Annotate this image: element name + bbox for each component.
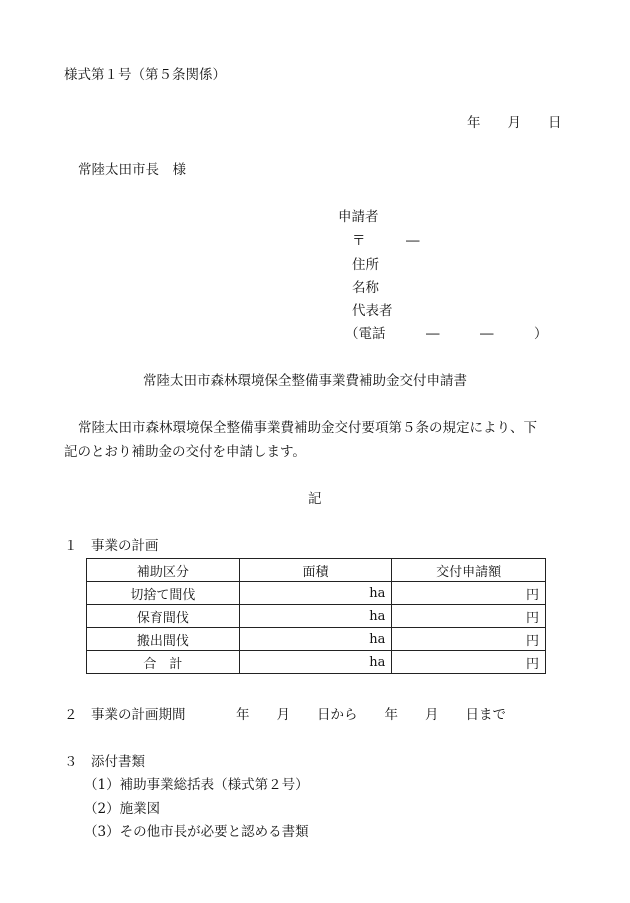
row-area-cell[interactable]: ha — [239, 605, 392, 628]
row-area-cell[interactable]: ha — [239, 651, 392, 674]
table-row — [87, 605, 546, 628]
applicant-heading: 申請者 — [338, 209, 379, 225]
row-amount-cell[interactable]: 円 — [392, 605, 546, 628]
table-row — [87, 628, 546, 651]
applicant-address: 住所 — [352, 257, 379, 273]
attachment-item: （1）補助事業総括表（様式第２号） — [84, 777, 309, 793]
addressee: 常陸太田市長 様 — [78, 162, 186, 178]
col-header-category: 補助区分 — [87, 559, 240, 582]
row-amount-cell[interactable]: 円 — [392, 582, 546, 605]
row-area-cell[interactable]: ha — [239, 582, 392, 605]
attachment-item: （2）施業図 — [84, 801, 161, 817]
table-header-row — [87, 559, 546, 582]
date-line: 年 月 日 — [467, 115, 562, 131]
table-row — [87, 582, 546, 605]
section2-period: 年 月 日から 年 月 日まで — [236, 707, 506, 723]
attachment-item: （3）その他市長が必要と認める書類 — [84, 824, 309, 840]
applicant-postal: 〒 ― — [352, 233, 420, 249]
section1-heading: １ 事業の計画 — [64, 538, 159, 554]
row-category: 保育間伐 — [87, 605, 240, 628]
row-category: 切捨て間伐 — [87, 582, 240, 605]
applicant-phone: （電話 ― ― ） — [345, 326, 548, 342]
plan-table — [86, 558, 546, 674]
body-line-2: 記のとおり補助金の交付を申請します。 — [64, 444, 306, 460]
document-title: 常陸太田市森林環境保全整備事業費補助金交付申請書 — [143, 373, 467, 389]
body-line-1: 常陸太田市森林環境保全整備事業費補助金交付要項第５条の規定により、下 — [78, 420, 537, 436]
applicant-representative: 代表者 — [352, 303, 393, 319]
row-amount-cell[interactable]: 円 — [392, 628, 546, 651]
form-id: 様式第１号（第５条関係） — [64, 67, 226, 83]
row-category: 合 計 — [87, 651, 240, 674]
row-amount-cell[interactable]: 円 — [392, 651, 546, 674]
col-header-area: 面積 — [239, 559, 392, 582]
section2-heading: ２ 事業の計画期間 — [64, 707, 186, 723]
applicant-name: 名称 — [352, 280, 379, 296]
ki-mark: 記 — [308, 491, 322, 507]
row-category: 搬出間伐 — [87, 628, 240, 651]
row-area-cell[interactable]: ha — [239, 628, 392, 651]
table-total-row — [87, 651, 546, 674]
col-header-amount: 交付申請額 — [392, 559, 546, 582]
section3-heading: ３ 添付書類 — [64, 754, 145, 770]
